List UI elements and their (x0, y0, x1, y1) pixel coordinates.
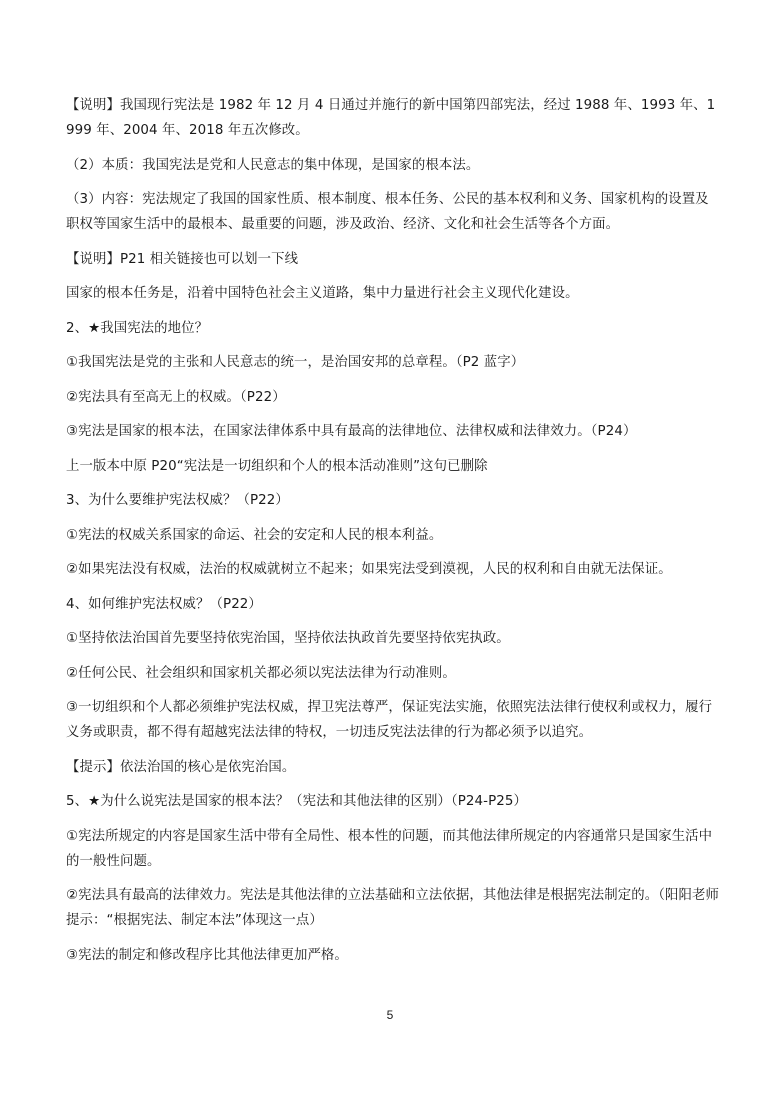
list-item: ①宪法所规定的内容是国家生活中带有全局性、根本性的问题，而其他法律所规定的内容通常只是国家生活中的一般性问题。 (66, 828, 713, 869)
paragraph-tip: 【提示】依法治国的核心是依宪治国。 (66, 759, 296, 775)
list-item: ①我国宪法是党的主张和人民意志的统一，是治国安邦的总章程。（P2 蓝字） (66, 355, 525, 370)
list-item: ③一切组织和个人都必须维护宪法权威，捍卫宪法尊严，保证宪法实施，依照宪法法律行使权利或权力，履行义务或职责，都不得有超越宪法法律的特权，一切违反宪法法律的行为都必须予以追究。 (66, 700, 713, 740)
list-item: ③宪法的制定和修改程序比其他法律更加严格。 (66, 947, 348, 963)
paragraph-p21-note: 【说明】P21 相关链接也可以划一下线 (66, 251, 299, 267)
list-item: ②如果宪法没有权威，法治的权威就树立不起来；如果宪法受到漠视，人民的权利和自由就无法保证。 (66, 562, 672, 577)
list-item: ②宪法具有至高无上的权威。（P22） (66, 389, 286, 405)
list-item: ②宪法具有最高的法律效力。宪法是其他法律的立法基础和立法依据，其他法律是根据宪法制定的。（阳阳老师提示：“根据宪法、制定本法”体现这一点） (66, 888, 719, 928)
page-number: 5 (386, 1008, 394, 1022)
list-item: ③宪法是国家的根本法，在国家法律体系中具有最高的法律地位、法律权威和法律效力。（P24） (66, 424, 637, 439)
heading-why-maintain-authority: 3、为什么要维护宪法权威？（P22） (66, 493, 289, 508)
list-item: ②任何公民、社会组织和国家机关都必须以宪法法律为行动准则。 (66, 665, 456, 681)
heading-how-maintain-authority: 4、如何维护宪法权威？（P22） (66, 596, 262, 612)
document-body (66, 93, 722, 977)
paragraph-deleted-note: 上一版本中原 P20“宪法是一切组织和个人的根本活动准则”这句已删除 (66, 458, 488, 474)
paragraph-essence: （2）本质：我国宪法是党和人民意志的集中体现，是国家的根本法。 (66, 157, 480, 173)
list-item: ①宪法的权威关系国家的命运、社会的安定和人民的根本利益。 (66, 527, 443, 543)
heading-constitution-status: 2、★我国宪法的地位？ (66, 320, 209, 336)
paragraph-constitution-note: 【说明】我国现行宪法是 1982 年 12 月 4 日通过并施行的新中国第四部宪法，经过 1988 年、1993 年、1999 年、2004 年、2018 年五次修改。 (66, 98, 716, 138)
paragraph-content: （3）内容：宪法规定了我国的国家性质、根本制度、根本任务、公民的基本权利和义务、国家机构的设置及职权等国家生活中的最根本、最重要的问题，涉及政治、经济、文化和社会生活等各个方面。 (66, 192, 709, 232)
heading-fundamental-law: 5、★为什么说宪法是国家的根本法？（宪法和其他法律的区别）（P24-P25） (66, 794, 528, 809)
paragraph-fundamental-task: 国家的根本任务是，沿着中国特色社会主义道路，集中力量进行社会主义现代化建设。 (66, 286, 579, 301)
list-item: ①坚持依法治国首先要坚持依宪治国，坚持依法执政首先要坚持依宪执政。 (66, 631, 510, 646)
